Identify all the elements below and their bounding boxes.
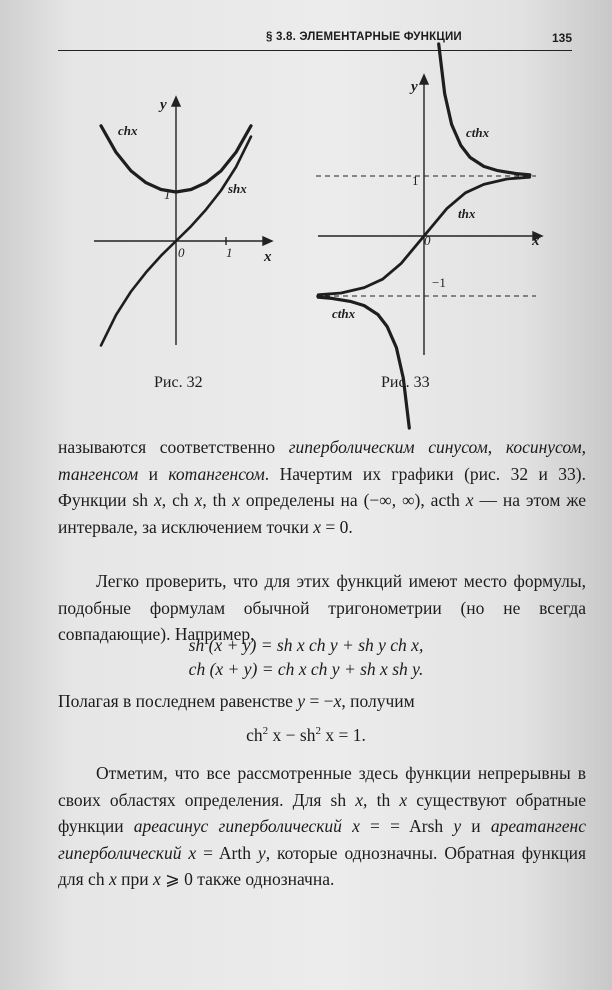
text-run: существуют обратные функции [58,789,586,836]
math-var: x [152,869,161,889]
math-var: x [232,490,240,510]
fig32-y-one-label: 1 [164,187,171,202]
fig32-origin-label: 0 [178,245,185,260]
math-var: x [399,789,408,810]
formula-hyperbolic-identity [0,722,612,748]
math-var: x [355,789,364,810]
exponent: 2 [315,725,321,738]
fig33-series-cth-positive [439,44,530,175]
fig33-caption: Рис. 33 [381,374,430,391]
fig32-x-arrow-icon [263,237,272,245]
formula-sh-sum: sh (x + y) = sh x ch y + sh y ch x, [188,635,424,655]
text-run: ch [246,725,263,745]
math-var: x [108,869,117,889]
text-run: Полагая в последнем равенстве [58,691,298,711]
text-run: = 0. [320,516,353,537]
fig33-cth-bottom-label: cthx [332,306,356,321]
fig32-sh-label: shx [228,181,247,196]
paragraph-substitution [58,688,586,715]
text-run: x = 1. [320,725,366,745]
fig33-y-label: y [411,79,418,95]
math-var: x [153,490,162,510]
text-run: — на этом же интервале, за исключением точки [58,490,586,537]
text-run: x − sh [268,725,316,745]
text-run: , [487,437,506,457]
text-run: = − [305,691,334,711]
text-run: Легко проверить, что для этих функций имеют место формулы, подобные формулам обычной тригонометрии (но не всегда совпадающие). Например, [58,571,586,644]
running-head [58,28,572,51]
text-run: ⩾ 0 также однозначна. [160,869,335,889]
math-var: y [297,691,306,711]
text-run: , ch [161,490,195,510]
paragraph-inverse-functions [58,760,586,893]
fig33-x-label: x [532,233,540,249]
text-run: . Начертим их графики (рис. 32 и 33). Функции sh [58,463,586,510]
term-sinh: гиперболическим синусом [288,437,488,457]
fig33-origin-label: 0 [424,233,431,248]
math-var: y [257,842,266,863]
text-run: называются соответственно [58,437,289,457]
text-run: , получим [341,691,415,711]
fig32-caption: Рис. 32 [154,374,203,391]
text-run: определены на (−∞, ∞), acth [239,490,466,510]
fig32-x-one-label: 1 [226,245,233,260]
term-cosh: косинусом [505,437,582,457]
term-artanh: ареатангенс гиперболический x [58,816,586,863]
fig33-one-label: 1 [412,173,419,188]
text-run: , th [363,789,400,810]
term-arsinh: ареасинус гиперболический x [133,816,360,836]
fig32-y-label: y [160,97,167,113]
fig33-minus-one-label: −1 [432,275,446,290]
section-title: § 3.8. ЭЛЕМЕНТАРНЫЕ ФУНКЦИИ [266,31,462,43]
paragraph-definitions [58,434,586,540]
figure-33 [314,75,554,357]
text-run: , [581,437,587,457]
text-run: = = Arsh [359,816,454,836]
text-run: , th [202,490,233,510]
math-var: y [453,816,462,836]
text-run: = Arth [196,842,258,863]
exponent: 2 [262,725,269,738]
formula-ch-sum: ch (x + y) = ch x ch y + sh x sh y. [188,659,424,679]
fig32-y-arrow-icon [172,97,180,106]
text-run: и [461,816,491,836]
fig33-cth-top-label: cthx [466,125,490,140]
fig33-th-label: thx [458,206,476,221]
text-run: Отметим, что все рассмотренные здесь функции непрерывны в своих областях определения. Для sh [58,763,586,810]
math-var: x [333,691,342,711]
term-coth: котангенсом [168,463,265,484]
text-run: и [138,463,169,484]
math-var: x [194,490,203,510]
figure-32 [90,95,280,355]
page-number: 135 [551,31,572,45]
fig32-ch-label: chx [118,123,138,138]
term-tanh: тангенсом [58,463,139,484]
math-var: x [465,490,474,510]
fig33-y-arrow-icon [420,75,428,84]
text-run: при [116,869,153,889]
math-var: x [313,516,321,537]
fig32-x-label: x [264,249,272,265]
text-run: , которые однозначны. Обратная функция для ch [58,842,587,889]
